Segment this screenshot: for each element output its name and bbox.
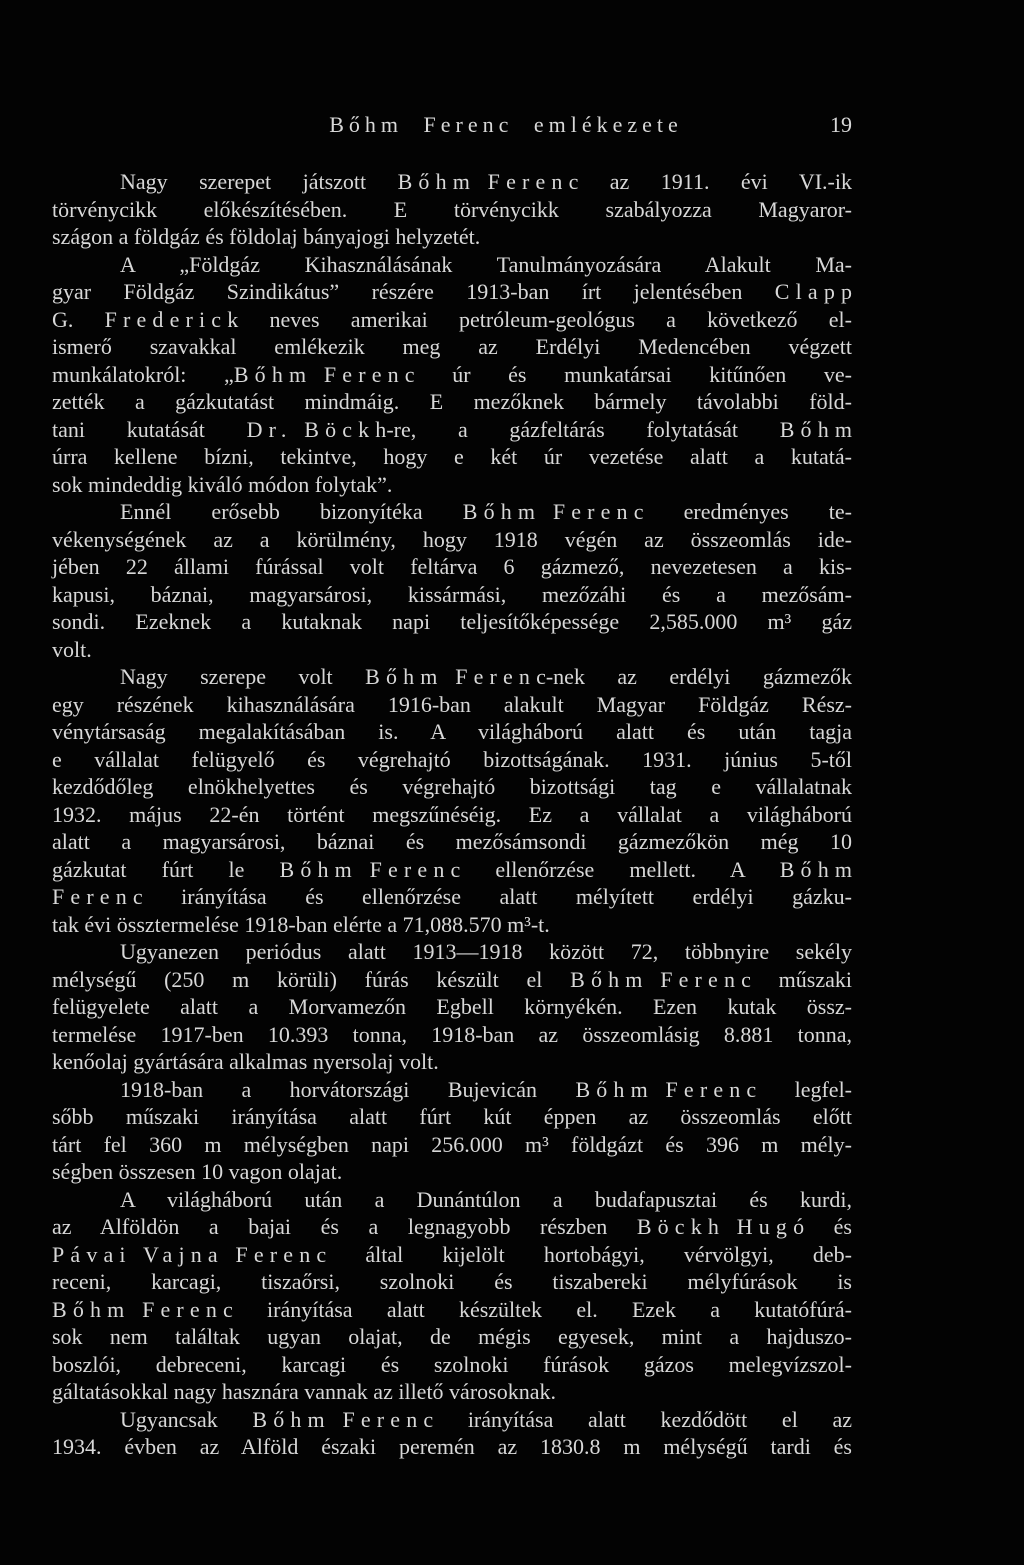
text-line [52,1406,852,1434]
paragraph [52,1076,852,1186]
text-run: e vállalat felügyelő és végrehajtó bizottságának. 1931. június 5-től [52,746,852,772]
text-line [52,443,852,471]
emphasized-name: Bőhm [779,416,859,442]
text-line [52,251,852,279]
text-run: 1918-ban a horvátországi Bujevicán [120,1076,576,1102]
emphasized-name: Bőhm Ferenc [462,499,650,524]
emphasized-name: Bőhm Ferenc [397,169,585,194]
paragraph [52,1186,852,1406]
text-run: 1934. évben az Alföld északi peremén az 1830.8 m mélységű tardi és [52,1434,852,1459]
text-line [52,1103,852,1131]
text-line [52,168,852,196]
text-line [52,526,852,554]
text-run: és [804,1214,852,1239]
emphasized-name: Bőhm Ferenc [570,966,758,992]
emphasized-name: Ferenc [52,884,149,909]
text-run: úr és munkatársai kitűnően ve- [414,361,852,387]
text-run: sok nem találtak ugyan olajat, de mégis egyesek, mint a hajduszo- [52,1324,852,1349]
text-line [52,1021,852,1049]
text-run: felügyelete alatt a Morvamezőn Egbell környékén. Ezen kutak össz- [52,994,852,1019]
text-line [52,1131,852,1159]
text-line [52,636,852,664]
text-run: szágon a földgáz és földolaj bányajogi helyzetét. [52,224,481,249]
text-run: által kijelölt hortobágyi, vérvölgyi, deb- [326,1241,852,1267]
text-run: Nagy szerepet játszott [120,169,398,194]
text-run: vénytársaság megalakításában is. A világháború alatt és után tagja [52,719,852,744]
text-line [52,993,852,1021]
emphasized-name: Böckh Hugó [636,1214,811,1239]
text-run: Ennél erősebb bizonyítéka [120,499,463,524]
text-line [52,1378,852,1406]
text-line [52,1351,852,1379]
text-line [52,911,852,939]
text-line [52,1076,852,1104]
text-run: tak évi össztermelése 1918-ban elérte a 71,088.570 m³-t. [52,911,550,937]
emphasized-name: Bőhm Ferenc [575,1076,763,1102]
text-run: 1932. május 22-én történt megszűnéséig. Ez a vállalat a világháború [52,801,852,827]
emphasized-name: Pávai Vajna Ferenc [52,1241,333,1267]
text-line [52,938,852,966]
text-run: -re, a gázfeltárás folytatását [386,416,780,442]
text-run: sőbb műszaki irányítása alatt fúrt kút éppen az összeomlás előtt [52,1104,852,1129]
text-run: tani kutatását [52,416,247,442]
text-run: G. [52,306,105,332]
text-run: gáltatásokkal nagy hasznára vannak az illető városoknak. [52,1379,556,1404]
emphasized-name: Bőhm Ferenc [279,856,467,882]
text-line [52,553,852,581]
text-run: Ugyanezen periódus alatt 1913—1918 között 72, többnyire sekély [120,939,852,964]
text-run: egy részének kihasználására 1916-ban alakult Magyar Földgáz Rész- [52,691,852,717]
emphasized-name: Bőhm Ferenc [365,664,553,689]
text-line [52,746,852,774]
text-line [52,196,852,224]
text-line [52,1213,852,1241]
text-line [52,801,852,829]
text-line [52,718,852,746]
text-run: A „Földgáz Kihasználásának Tanulmányozására Alakult Ma- [120,251,852,277]
text-run: gyar Földgáz Szindikátus” részére 1913-ban írt jelentésében [52,279,775,304]
paragraph [52,663,859,938]
body-text [52,168,859,1461]
text-line [52,828,852,856]
text-run: irányítása és ellenőrzése alatt mélyített erdélyi gázku- [142,884,852,909]
text-run: volt. [52,636,92,662]
text-line [52,416,859,444]
text-run: legfel- [756,1076,853,1102]
text-line [52,1296,852,1324]
emphasized-name: Bőhm Ferenc [52,1296,239,1322]
text-line [52,361,852,389]
emphasized-name: Dr. Böckh [246,416,393,442]
text-line [52,1433,852,1461]
text-run: tárt fel 360 m mélységben napi 256.000 m³ földgázt és 396 m mély- [52,1131,852,1157]
text-run: kezdődőleg elnökhelyettes és végrehajtó bizottsági tag e vállalatnak [52,774,852,799]
text-run: az 1911. évi VI.-ik [578,169,852,194]
text-run: zették a gázkutatást mindmáig. E mezőknek bármely távolabbi föld- [52,389,852,414]
text-run: irányítása alatt készültek el. Ezek a kutatófúrá- [232,1296,852,1322]
text-run: mélységű (250 m körüli) fúrás készült el [52,966,571,992]
text-line [52,966,852,994]
text-run: ségben összesen 10 vagon olajat. [52,1159,343,1184]
paragraph [52,938,852,1076]
emphasized-name: Bőhm [779,856,859,882]
text-run: gázkutat fúrt le [52,856,280,882]
text-run: alatt a magyarsárosi, báznai és mezősámsondi gázmezőkön még 10 [52,829,852,854]
text-run: az Alföldön a bajai és a legnagyobb részben [52,1214,637,1239]
text-run: kenőolaj gyártására alkalmas nyersolaj volt. [52,1049,439,1074]
emphasized-name: Bőhm Ferenc [252,1406,440,1432]
text-line [52,1241,852,1269]
text-line [52,581,852,609]
text-run: receni, karcagi, tiszaőrsi, szolnoki és tiszabereki mélyfúrások is [52,1269,852,1294]
text-run: eredményes te- [643,499,852,524]
text-run: műszaki [750,966,852,992]
running-header-title: Bőhm Ferenc emlékezete [329,112,683,137]
text-run: Ugyancsak [120,1406,253,1432]
text-line [52,883,852,911]
text-line [52,773,852,801]
text-line [52,608,852,636]
text-run: kapusi, báznai, magyarsárosi, kissármási, mezőzáhi és a mezősám- [52,581,852,607]
text-run: ellenőrzése mellett. A [460,856,780,882]
text-line [52,306,852,334]
text-line [52,1158,852,1186]
text-run: Nagy szerepe volt [120,664,366,689]
text-run: munkálatokról: „ [52,361,234,387]
paragraph [52,168,852,251]
text-run: termelése 1917-ben 10.393 tonna, 1918-ban az összeomlásig 8.881 tonna, [52,1021,852,1047]
text-run: jében 22 állami fúrással volt feltárva 6 gázmező, nevezetesen a kis- [52,554,852,579]
text-run: sondi. Ezeknek a kutaknak napi teljesítőképessége 2,585.000 m³ gáz [52,609,852,634]
text-line [52,1323,852,1351]
text-line [52,223,852,251]
text-line [52,388,852,416]
page-number: 19 [830,112,852,137]
emphasized-name: Frederick [104,306,245,332]
text-line [52,691,852,719]
text-run: sok mindeddig kiváló módon folytak”. [52,471,393,497]
text-line [52,1048,852,1076]
emphasized-name: Bőhm Ferenc [233,361,421,387]
paragraph [52,498,852,663]
text-run: neves amerikai petróleum-geológus a következő el- [238,306,852,332]
text-run: úrra kellene bízni, tekintve, hogy e két úr vezetése alatt a kutatá- [52,444,852,469]
text-run: ismerő szavakkal emlékezik meg az Erdélyi Medencében végzett [52,334,852,359]
paragraph [52,1406,852,1461]
text-line [52,1186,852,1214]
text-line [52,471,852,499]
text-run: vékenységének az a körülmény, hogy 1918 végén az összeomlás ide- [52,526,852,552]
text-run: törvénycikk előkészítésében. E törvénycikk szabályozza Magyaror- [52,196,852,222]
text-line [52,498,852,526]
text-line [52,663,852,691]
text-line [52,333,852,361]
text-line [52,856,859,884]
text-line [52,1268,852,1296]
text-run: -nek az erdélyi gázmezők [545,664,853,689]
text-run: A világháború után a Dunántúlon a budafapusztai és kurdi, [120,1186,852,1212]
text-line [52,278,859,306]
paragraph [52,251,859,499]
text-run: irányítása alatt kezdődött el az [433,1406,852,1432]
text-run: boszlói, debreceni, karcagi és szolnoki fúrások gázos melegvízszol- [52,1351,852,1377]
emphasized-name: Clapp [774,279,859,304]
